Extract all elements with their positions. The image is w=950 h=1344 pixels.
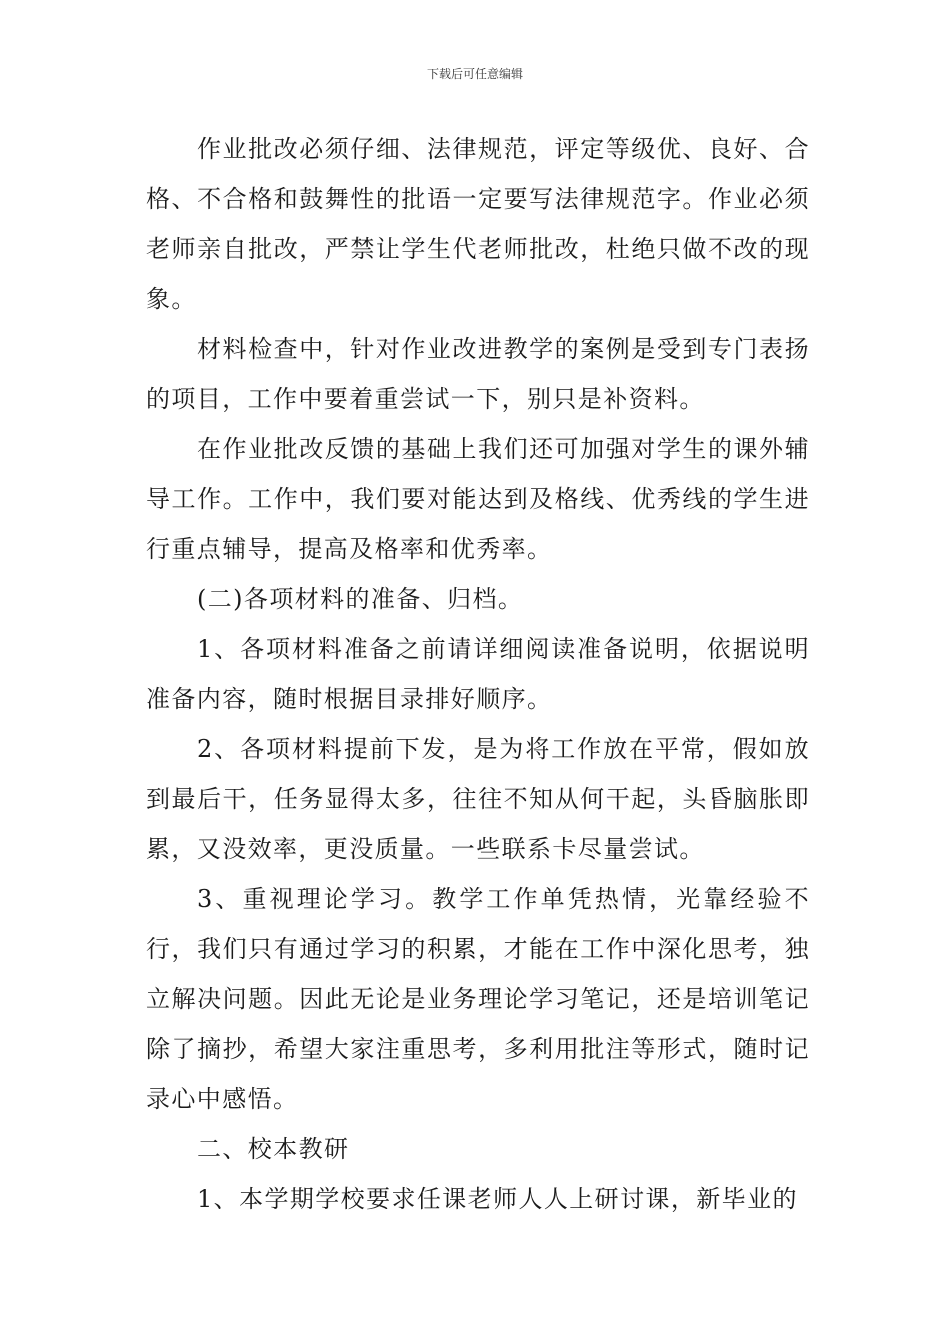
paragraph-item-2: 2、各项材料提前下发，是为将工作放在平常，假如放到最后干，任务显得太多，往往不知从何干起，头昏脑胀即累，又没效率，更没质量。一些联系卡尽量尝试。 [146,735,810,863]
paragraph-item-3: 3、重视理论学习。教学工作单凭热情，光靠经验不行，我们只有通过学习的积累，才能在工作中深化思考，独立解决问题。因此无论是业务理论学习笔记，还是培训笔记除了摘抄，希望大家注重思考，多利用批注等形式，随时记录心中感悟。 [146,885,810,1113]
page-header: 下载后可任意编辑 [426,67,523,81]
paragraph-tutoring: 在作业批改反馈的基础上我们还可加强对学生的课外辅导工作。工作中，我们要对能达到及格线、优秀线的学生进行重点辅导，提高及格率和优秀率。 [146,435,810,563]
paragraph-research-item-1: 1、本学期学校要求任课老师人人上研讨课，新毕业的 [197,1185,798,1213]
section-heading-school-research: 二、校本教研 [197,1135,350,1163]
paragraph-homework-grading: 作业批改必须仔细、法律规范，评定等级优、良好、合格、不合格和鼓舞性的批语一定要写法律规范字。作业必须老师亲自批改，严禁让学生代老师批改，杜绝只做不改的现象。 [146,135,810,313]
paragraph-material-check: 材料检查中，针对作业改进教学的案例是受到专门表扬的项目，工作中要着重尝试一下，别只是补资料。 [146,335,810,413]
document-body [146,124,810,1224]
section-heading-materials: (二)各项材料的准备、归档。 [197,585,524,613]
paragraph-item-1: 1、各项材料准备之前请详细阅读准备说明，依据说明准备内容，随时根据目录排好顺序。 [146,635,810,713]
